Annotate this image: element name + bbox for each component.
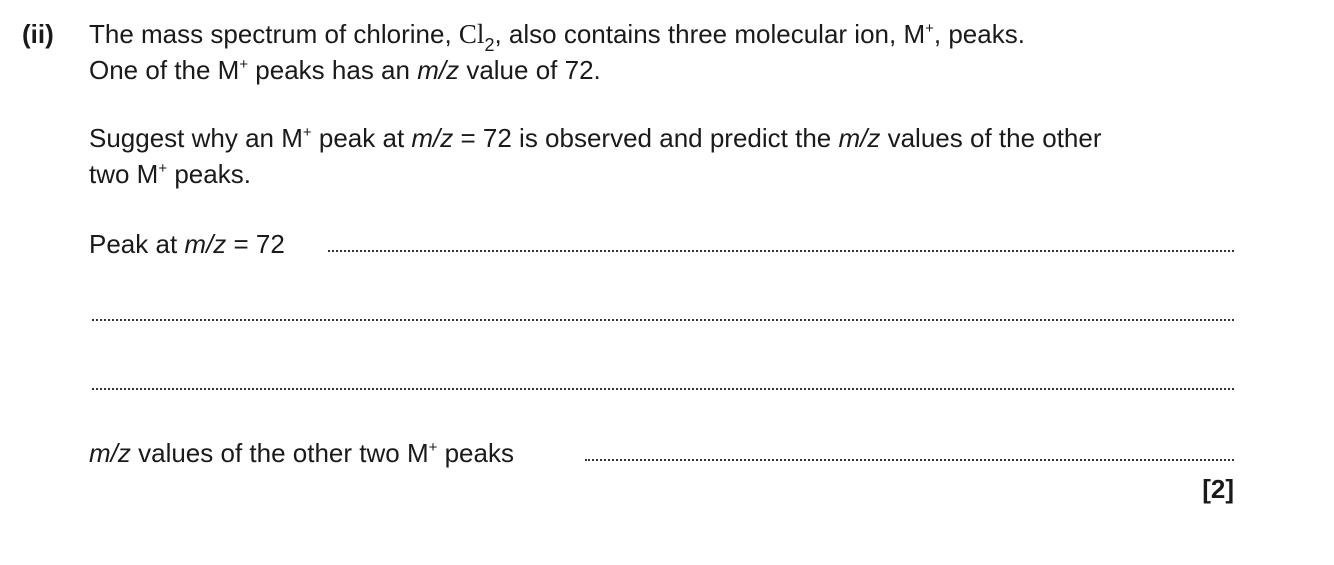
peak-answer-prompt <box>89 229 285 260</box>
chlorine-symbol: Cl <box>458 19 485 49</box>
line1-text-a: The mass spectrum of chlorine, <box>89 19 459 49</box>
question-number: (ii) <box>22 19 54 49</box>
peak-answer-line-1[interactable] <box>328 250 1234 252</box>
line2-mz: m/z <box>417 55 460 85</box>
instr2-text-b: peaks. <box>167 159 251 189</box>
line1-text-b: , also contains three molecular ion, M <box>494 19 926 49</box>
values-prompt-mz: m/z <box>89 438 131 468</box>
values-prompt-text-a: values of the other two M <box>130 438 429 468</box>
line2-superscript: + <box>239 56 249 73</box>
values-answer-prompt <box>89 438 514 469</box>
line1-superscript: + <box>925 20 934 37</box>
question-line-1 <box>89 19 1025 55</box>
instr2-superscript: + <box>158 160 168 177</box>
peak-answer-line-2[interactable] <box>92 319 1234 321</box>
values-answer-line[interactable] <box>585 459 1234 461</box>
instr1-text-b: peak at <box>311 123 412 153</box>
values-prompt-superscript: + <box>428 439 438 456</box>
line2-text-b: peaks has an <box>248 55 418 85</box>
instr1-text-c: = 72 is observed and predict the <box>453 123 839 153</box>
chlorine-subscript: 2 <box>484 35 495 55</box>
instruction-line-2 <box>89 159 251 190</box>
line2-text-a: One of the M <box>89 55 240 85</box>
question-line-2 <box>89 55 601 86</box>
instr1-mz-2: m/z <box>838 123 881 153</box>
values-prompt-text-b: peaks <box>437 438 514 468</box>
instr1-mz: m/z <box>411 123 454 153</box>
peak-prompt-mz: m/z <box>184 229 227 259</box>
instr1-text-a: Suggest why an M <box>89 123 303 153</box>
instr2-text-a: two M <box>89 159 159 189</box>
peak-prompt-text-b: = 72 <box>226 229 285 259</box>
line1-text-c: , peaks. <box>933 19 1025 49</box>
instr1-text-d: values of the other <box>880 123 1102 153</box>
peak-prompt-text-a: Peak at <box>89 229 185 259</box>
peak-answer-line-3[interactable] <box>92 388 1234 390</box>
instr1-superscript: + <box>302 124 312 141</box>
line2-text-c: value of 72. <box>459 55 601 85</box>
marks-indicator: [2] <box>1202 474 1234 504</box>
instruction-line-1 <box>89 123 1102 154</box>
